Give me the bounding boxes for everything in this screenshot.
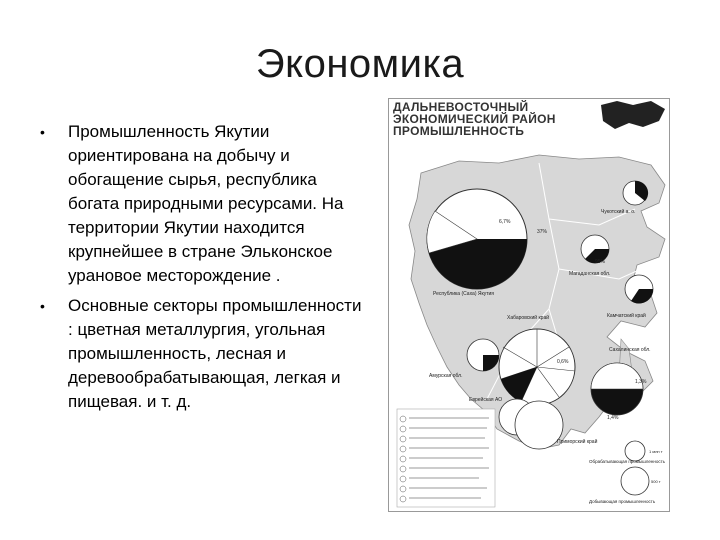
percent-label: 0,6%	[557, 359, 569, 365]
region-label: Хабаровский край	[507, 315, 550, 321]
legend-icon	[400, 456, 406, 462]
legend-title: Добывающая промышленность	[589, 499, 656, 504]
legend-line	[409, 467, 489, 469]
scale-label: 1 млн т	[649, 449, 663, 454]
legend-line	[409, 457, 483, 459]
legend-pie-large	[621, 467, 649, 495]
map-title: ДАЛЬНЕВОСТОЧНЫЙ ЭКОНОМИЧЕСКИЙ РАЙОН ПРОМЫШЛЕННОСТЬ	[393, 100, 556, 138]
slide-title: Экономика	[255, 42, 465, 86]
region-label: Амурская обл.	[429, 373, 463, 379]
legend-icon	[400, 486, 406, 492]
percent-label: 95%	[595, 259, 606, 265]
legend-line	[409, 477, 479, 479]
legend-line	[409, 427, 487, 429]
legend-line	[409, 437, 485, 439]
bullet-item	[40, 294, 370, 414]
bullet-text: Основные секторы промышленности : цветная металлургия, угольная промышленность, лесная и деревообрабатывающая, легкая и пищевая. и т. д.	[68, 296, 362, 411]
map-graphic	[389, 99, 669, 511]
pie-chart-primorsky	[515, 401, 563, 449]
legend-icon	[400, 436, 406, 442]
legend-icon	[400, 476, 406, 482]
legend-icon	[400, 466, 406, 472]
region-label: Чукотский а. о.	[601, 209, 636, 215]
legend-line	[409, 497, 481, 499]
bullet-list	[40, 120, 370, 420]
percent-label: 6,7%	[499, 219, 511, 225]
region-label: Магаданская обл.	[569, 271, 611, 277]
bullet-marker: •	[40, 124, 45, 140]
russia-inset-icon	[601, 101, 665, 129]
legend-line	[409, 447, 489, 449]
legend-title: Обрабатывающая промышленность	[589, 459, 666, 464]
region-label: Сахалинская обл.	[609, 347, 651, 353]
percent-label: 37%	[537, 229, 548, 235]
region-label: Республика (Саха) Якутия	[433, 291, 495, 297]
economic-map	[388, 98, 670, 512]
legend-line	[409, 487, 487, 489]
region-label: Еврейская АО	[469, 397, 503, 403]
region-label: Приморский край	[557, 439, 598, 445]
region-label: Камчатский край	[607, 313, 646, 319]
percent-label: 1,3%	[635, 379, 647, 385]
legend-icon	[400, 496, 406, 502]
bullet-text: Промышленность Якутии ориентирована на добычу и обогащение сырья, республика богата природными ресурсами. На территории Якутии находится крупнейшее в стране Эльконское урановое месторождение .	[68, 122, 344, 285]
legend-icon	[400, 426, 406, 432]
legend-pie	[625, 441, 645, 461]
scale-label: 500 т	[651, 479, 661, 484]
legend-line	[409, 417, 489, 419]
bullet-item	[40, 120, 370, 288]
legend-icon	[400, 416, 406, 422]
bullet-marker: •	[40, 298, 45, 314]
percent-label: 1,4%	[607, 415, 619, 421]
legend-icon	[400, 446, 406, 452]
